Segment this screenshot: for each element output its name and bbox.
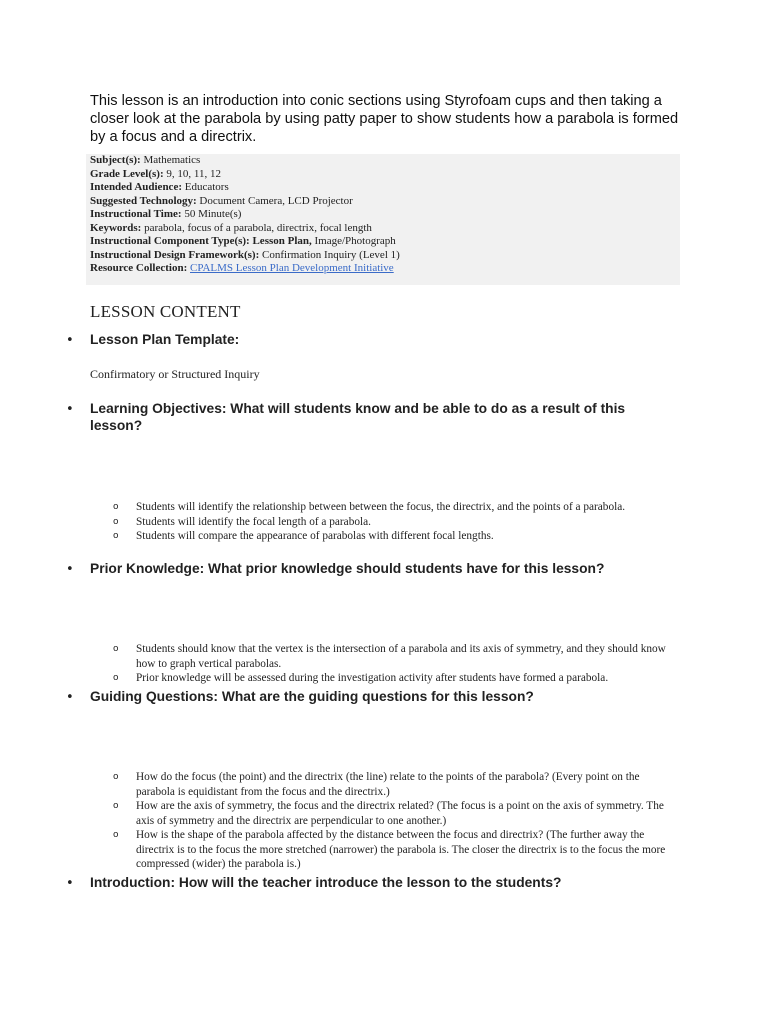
guiding-questions-list	[113, 770, 679, 872]
circle-bullet-icon: o	[113, 830, 119, 840]
bullet-icon: •	[66, 562, 74, 577]
bullet-icon: •	[66, 333, 74, 348]
circle-bullet-icon: o	[113, 502, 119, 512]
meta-grade-levels: Grade Level(s): 9, 10, 11, 12	[90, 167, 221, 180]
list-item: o Prior knowledge will be assessed during the investigation activity after students have formed a parabola.	[113, 672, 609, 684]
list-item: o Students will identify the focal length of a parabola.	[113, 515, 371, 528]
list-item: o How are the axis of symmetry, the focus and the directrix related? (The focus is a point on the axis of symmetry. The axis of symmetry and the directrix are perpendicular to one another.)	[113, 800, 664, 827]
bullet-icon: •	[66, 690, 74, 705]
meta-subjects: Subject(s): Mathematics	[90, 154, 201, 166]
meta-component-types: Instructional Component Type(s): Lesson Plan, Image/Photograph	[90, 235, 396, 247]
list-item: o How is the shape of the parabola affected by the distance between the focus and directrix? (The further away the directrix is to the focus the more stretched (narrower) the parabola is. The closer the directrix is to the focus the more compressed (wider) the parabola is.)	[113, 829, 666, 870]
bullet-icon: •	[66, 876, 74, 891]
introduction-heading: Introduction: How will the teacher introduce the lesson to the students?	[90, 875, 562, 890]
bullet-icon: •	[66, 402, 74, 417]
template-heading: Lesson Plan Template:	[90, 332, 240, 347]
meta-technology: Suggested Technology: Document Camera, LCD Projector	[90, 194, 353, 207]
circle-bullet-icon: o	[113, 801, 119, 811]
collection-link[interactable]: CPALMS Lesson Plan Development Initiative	[190, 262, 394, 274]
metadata-list	[90, 154, 400, 276]
template-value: Confirmatory or Structured Inquiry	[90, 367, 260, 381]
circle-bullet-icon: o	[113, 644, 119, 654]
circle-bullet-icon: o	[113, 516, 119, 527]
circle-bullet-icon: o	[113, 531, 119, 541]
meta-audience: Intended Audience: Educators	[90, 181, 229, 193]
meta-framework: Instructional Design Framework(s): Confirmation Inquiry (Level 1)	[90, 248, 400, 261]
list-item: o Students will identify the relationship between between the focus, the directrix, and the points of a parabola.	[113, 501, 626, 513]
prior-knowledge-list	[113, 642, 679, 686]
meta-keywords: Keywords: parabola, focus of a parabola, directrix, focal length	[90, 221, 372, 234]
list-item: o Students will compare the appearance of parabolas with different focal lengths.	[113, 530, 494, 542]
prior-knowledge-heading: Prior Knowledge: What prior knowledge should students have for this lesson?	[90, 561, 605, 576]
lesson-intro: This lesson is an introduction into conic sections using Styrofoam cups and then taking a closer look at the parabola by using patty paper to show students how a parabola is formed by a focus and a directrix.	[90, 93, 679, 145]
section-title: LESSON CONTENT	[90, 302, 241, 321]
circle-bullet-icon: o	[113, 673, 119, 683]
meta-collection: Resource Collection: CPALMS Lesson Plan Development Initiative	[90, 262, 394, 274]
guiding-questions-heading: Guiding Questions: What are the guiding questions for this lesson?	[90, 689, 534, 704]
objectives-list	[113, 500, 679, 544]
list-item: o How do the focus (the point) and the directrix (the line) relate to the points of the parabola? (Every point on the parabola is equidistant from the focus and the directrix.)	[113, 771, 640, 798]
objectives-heading: Learning Objectives: What will students know and be able to do as a result of this lesson?	[90, 401, 626, 433]
meta-time: Instructional Time: 50 Minute(s)	[90, 208, 242, 220]
circle-bullet-icon: o	[113, 772, 119, 782]
list-item: o Students should know that the vertex is the intersection of a parabola and its axis of symmetry, and they should know how to graph vertical parabolas.	[113, 643, 666, 670]
